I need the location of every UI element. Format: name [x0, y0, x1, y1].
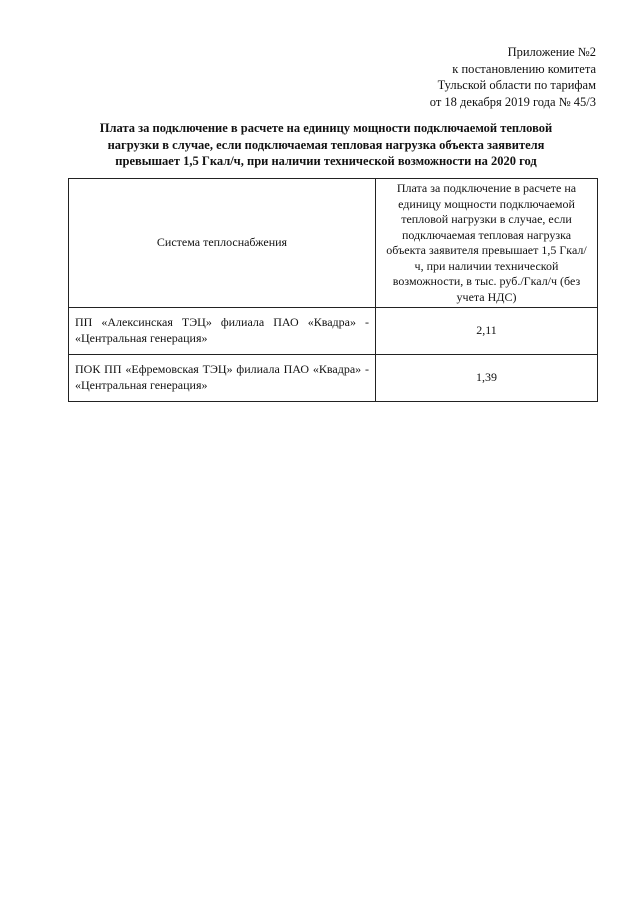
value-cell: 1,39	[376, 355, 598, 402]
fee-table	[68, 178, 598, 402]
header-system: Система теплоснабжения	[69, 179, 376, 308]
table-row	[69, 355, 598, 402]
appendix-line: к постановлению комитета	[452, 61, 596, 76]
header-fee: Плата за подключение в расчете на единицу мощности подключаемой тепловой нагрузки в случае, если подключаемая тепловая нагрузка объекта заявителя превышает 1,5 Гкал/ч, при наличии технической возможности, в тыс. руб./Гкал/ч (без учета НДС)	[376, 179, 598, 308]
document-title: Плата за подключение в расчете на единицу мощности подключаемой тепловой нагрузки в случае, если подключаемая тепловая нагрузка объекта заявителя превышает 1,5 Гкал/ч, при наличии технической возможности на 2020 год	[99, 121, 553, 168]
appendix-line: Приложение №2	[507, 45, 596, 59]
appendix-line: Тульской области по тарифам	[437, 78, 596, 92]
system-cell: ПОК ПП «Ефремовская ТЭЦ» филиала ПАО «Квадра» - «Центральная генерация»	[69, 355, 376, 402]
value-cell: 2,11	[376, 308, 598, 355]
table-row	[69, 308, 598, 355]
appendix-reference	[430, 44, 596, 110]
appendix-line: от 18 декабря 2019 года № 45/3	[429, 94, 596, 109]
table-header-row	[69, 179, 598, 308]
system-cell: ПП «Алексинская ТЭЦ» филиала ПАО «Квадра» - «Центральная генерация»	[69, 308, 376, 355]
